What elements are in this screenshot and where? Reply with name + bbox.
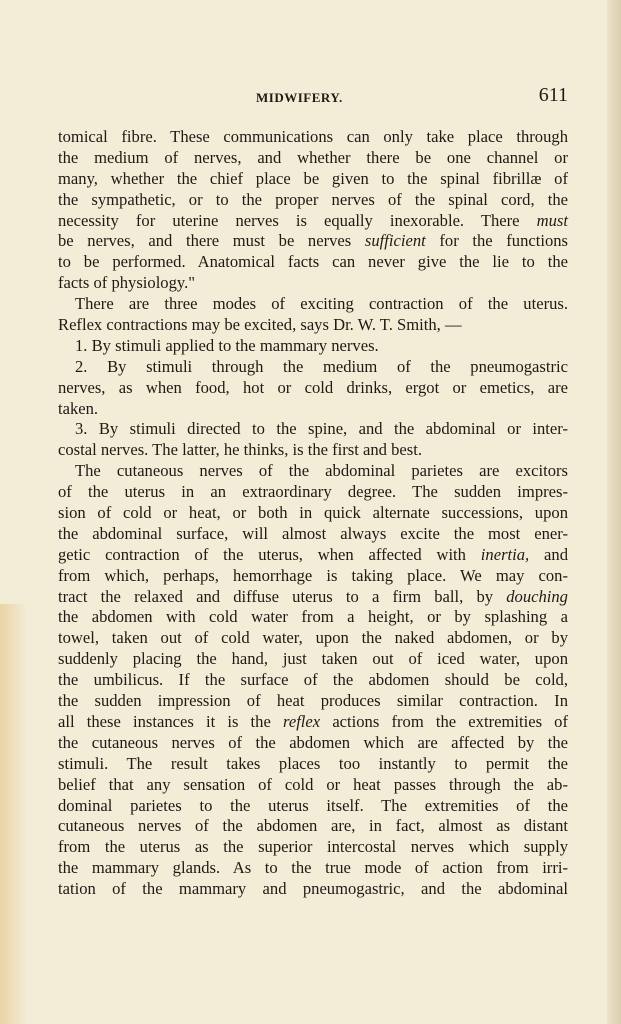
text-line: 1. By stimuli applied to the mammary nerves.	[75, 335, 379, 355]
page-edge	[607, 0, 621, 1024]
text-segment: tract the relaxed and diffuse uterus to a firm ball, by	[58, 586, 494, 606]
text-segment: all these instances it is the	[58, 711, 271, 731]
page-header	[58, 84, 568, 112]
text-line	[58, 231, 568, 252]
text-line: 3. By stimuli directed to the spine, and the abdominal or inter-	[75, 419, 568, 439]
text-line: sion of cold or heat, or both in quick alternate successions, upon	[58, 503, 568, 523]
text-line	[58, 545, 568, 566]
text-line: stimuli. The result takes places too instantly to permit the	[58, 753, 568, 773]
text-line: belief that any sensation of cold or heat passes through the ab-	[58, 774, 568, 794]
text-line: the medium of nerves, and whether there be one channel or	[58, 147, 568, 167]
emphasis: sufficient	[364, 231, 426, 251]
text-line: facts of physiology."	[58, 273, 196, 293]
text-line: the abdominal surface, will almost always excite the most ener-	[58, 523, 568, 543]
emphasis: must	[536, 210, 568, 230]
page-number: 611	[538, 84, 568, 106]
text-line: The cutaneous nerves of the abdominal parietes are excitors	[75, 461, 568, 481]
text-line: Reflex contractions may be excited, says Dr. W. T. Smith, —	[58, 315, 462, 335]
text-line: from the uterus as the superior intercostal nerves which supply	[58, 837, 568, 857]
text-line: the cutaneous nerves of the abdomen which are affected by the	[58, 732, 568, 752]
text-line: many, whether the chief place be given to the spinal fibrillæ of	[58, 168, 568, 188]
text-line: tomical fibre. These communications can only take place through	[58, 127, 568, 146]
text-segment: be nerves, and there must be nerves	[58, 231, 352, 251]
text-segment: getic contraction of the uterus, when affected with	[58, 544, 466, 564]
text-line: tation of the mammary and pneumogastric, and the abdominal	[58, 879, 568, 899]
emphasis: inertia,	[480, 544, 530, 564]
page-stain	[0, 604, 28, 1024]
body-text	[58, 127, 568, 900]
text-line: There are three modes of exciting contraction of the uterus.	[75, 294, 568, 314]
text-line	[58, 587, 568, 608]
text-line: nerves, as when food, hot or cold drinks, ergot or emetics, are	[58, 377, 568, 397]
text-line: the abdomen with cold water from a height, or by splashing a	[58, 607, 568, 627]
text-line: from which, perhaps, hemorrhage is taking place. We may con-	[58, 565, 568, 585]
text-line	[58, 211, 568, 232]
text-line: costal nerves. The latter, he thinks, is the first and best.	[58, 440, 423, 460]
text-line: the sympathetic, or to the proper nerves of the spinal cord, the	[58, 189, 568, 209]
running-head: MIDWIFERY.	[256, 90, 343, 105]
text-line: to be performed. Anatomical facts can never give the lie to the	[58, 252, 568, 272]
text-segment: for the functions	[439, 231, 569, 251]
text-line: suddenly placing the hand, just taken out of iced water, upon	[58, 649, 568, 669]
emphasis: reflex	[282, 711, 321, 731]
text-line: the mammary glands. As to the true mode of action from irri-	[58, 858, 568, 878]
text-line: 2. By stimuli through the medium of the pneumogastric	[75, 356, 568, 376]
text-segment: necessity for uterine nerves is equally inexorable. There	[58, 210, 520, 230]
text-line: the sudden impression of heat produces similar contraction. In	[58, 691, 568, 711]
emphasis: douching	[506, 586, 568, 606]
text-segment: and	[544, 544, 568, 564]
text-line: dominal parietes to the uterus itself. The extremities of the	[58, 795, 568, 815]
text-line: taken.	[58, 398, 99, 418]
text-line	[58, 712, 568, 733]
text-line: of the uterus in an extraordinary degree. The sudden impres-	[58, 482, 568, 502]
text-line: the umbilicus. If the surface of the abdomen should be cold,	[58, 670, 568, 690]
text-line: towel, taken out of cold water, upon the naked abdomen, or by	[58, 628, 568, 648]
text-line: cutaneous nerves of the abdomen are, in fact, almost as distant	[58, 816, 568, 836]
text-segment: actions from the extremities of	[332, 711, 568, 731]
